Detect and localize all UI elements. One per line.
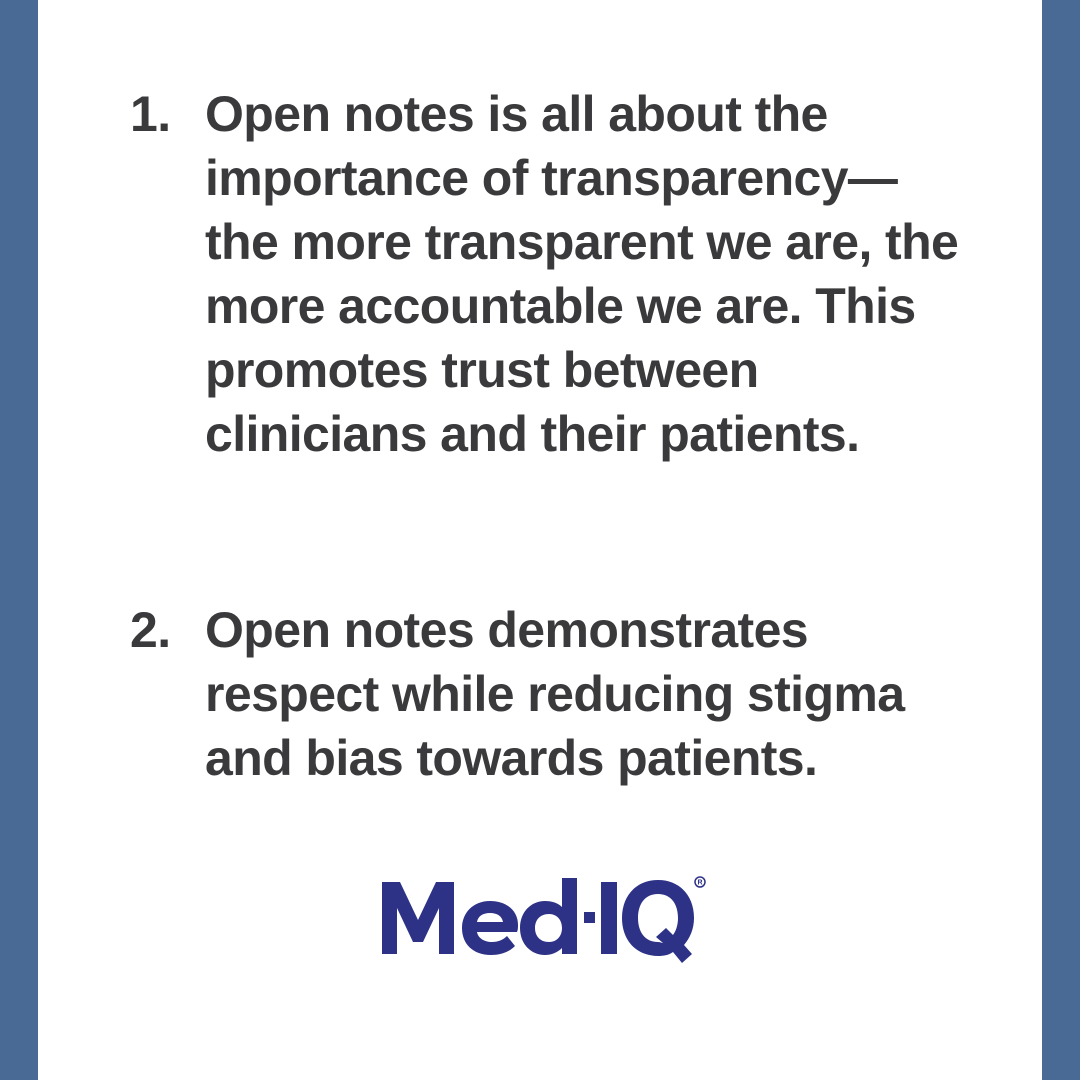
list-number-2: 2. [130,602,171,658]
right-border-bar [1042,0,1080,1080]
svg-text:R: R [697,879,703,887]
list-item-2 [130,598,960,790]
list-text-1: Open notes is all about the importance of transparency— the more transparent we are, the more accountable we are. This promotes trust between clinicians and their patients. [205,86,959,462]
med-iq-logo [378,868,708,978]
list-number-1: 1. [130,86,171,142]
left-border-bar [0,0,38,1080]
list-item-1 [130,82,960,466]
list-text-2: Open notes demonstrates respect while reducing stigma and bias towards patients. [205,602,905,786]
